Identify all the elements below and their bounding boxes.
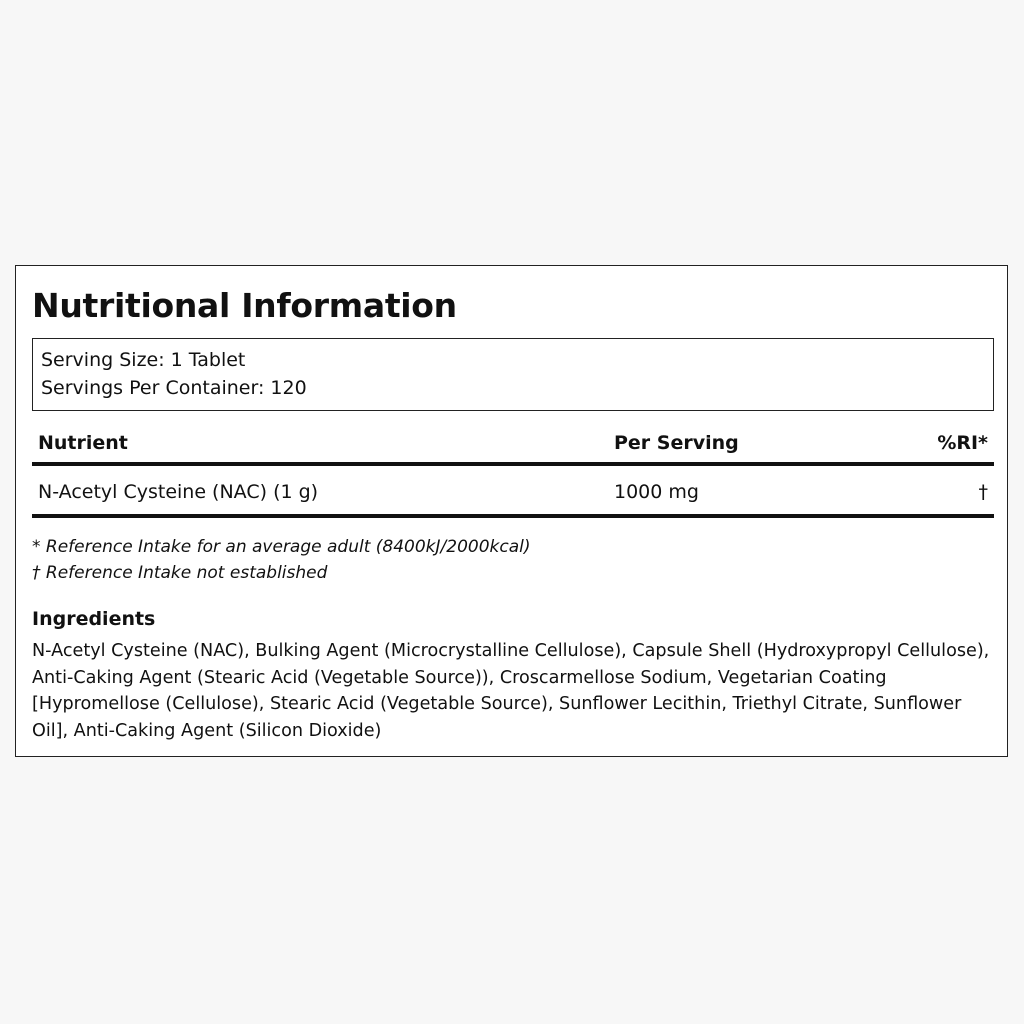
nutrient-ri: † [978,481,988,503]
ingredients-heading: Ingredients [32,608,156,630]
footnote-not-established: † Reference Intake not established [32,563,328,583]
footnotes [32,534,531,586]
nutrient-name: N-Acetyl Cysteine (NAC) (1 g) [38,481,319,503]
label-title: Nutritional Information [32,286,457,325]
table-divider [32,514,994,518]
column-header-per-serving: Per Serving [614,432,739,454]
table-header-row [32,426,994,462]
column-header-nutrient: Nutrient [38,432,128,454]
column-header-ri: %RI* [937,432,988,454]
nutrient-amount: 1000 mg [614,481,699,503]
ingredients-list: N-Acetyl Cysteine (NAC), Bulking Agent (Microcrystalline Cellulose), Capsule Shell (Hydroxypropyl Cellulose), Anti-Caking Agent (Stearic Acid (Vegetable Source)), Croscarmellose Sodium, Vegetarian Coating [Hypromellose (Cellulose), Stearic Acid (Vegetable Source), Sunflower Lecithin, Triethyl Citrate, Sunflower Oil], Anti-Caking Agent (Silicon Dioxide) [32,641,990,741]
nutrition-label [15,265,1008,757]
serving-size: Serving Size: 1 Tablet [41,349,246,371]
servings-per-container: Servings Per Container: 120 [41,377,307,399]
nutrient-table [32,426,994,518]
table-row [32,466,994,514]
footnote-reference-intake: * Reference Intake for an average adult (8400kJ/2000kcal) [32,537,531,557]
serving-info-box [32,338,994,411]
